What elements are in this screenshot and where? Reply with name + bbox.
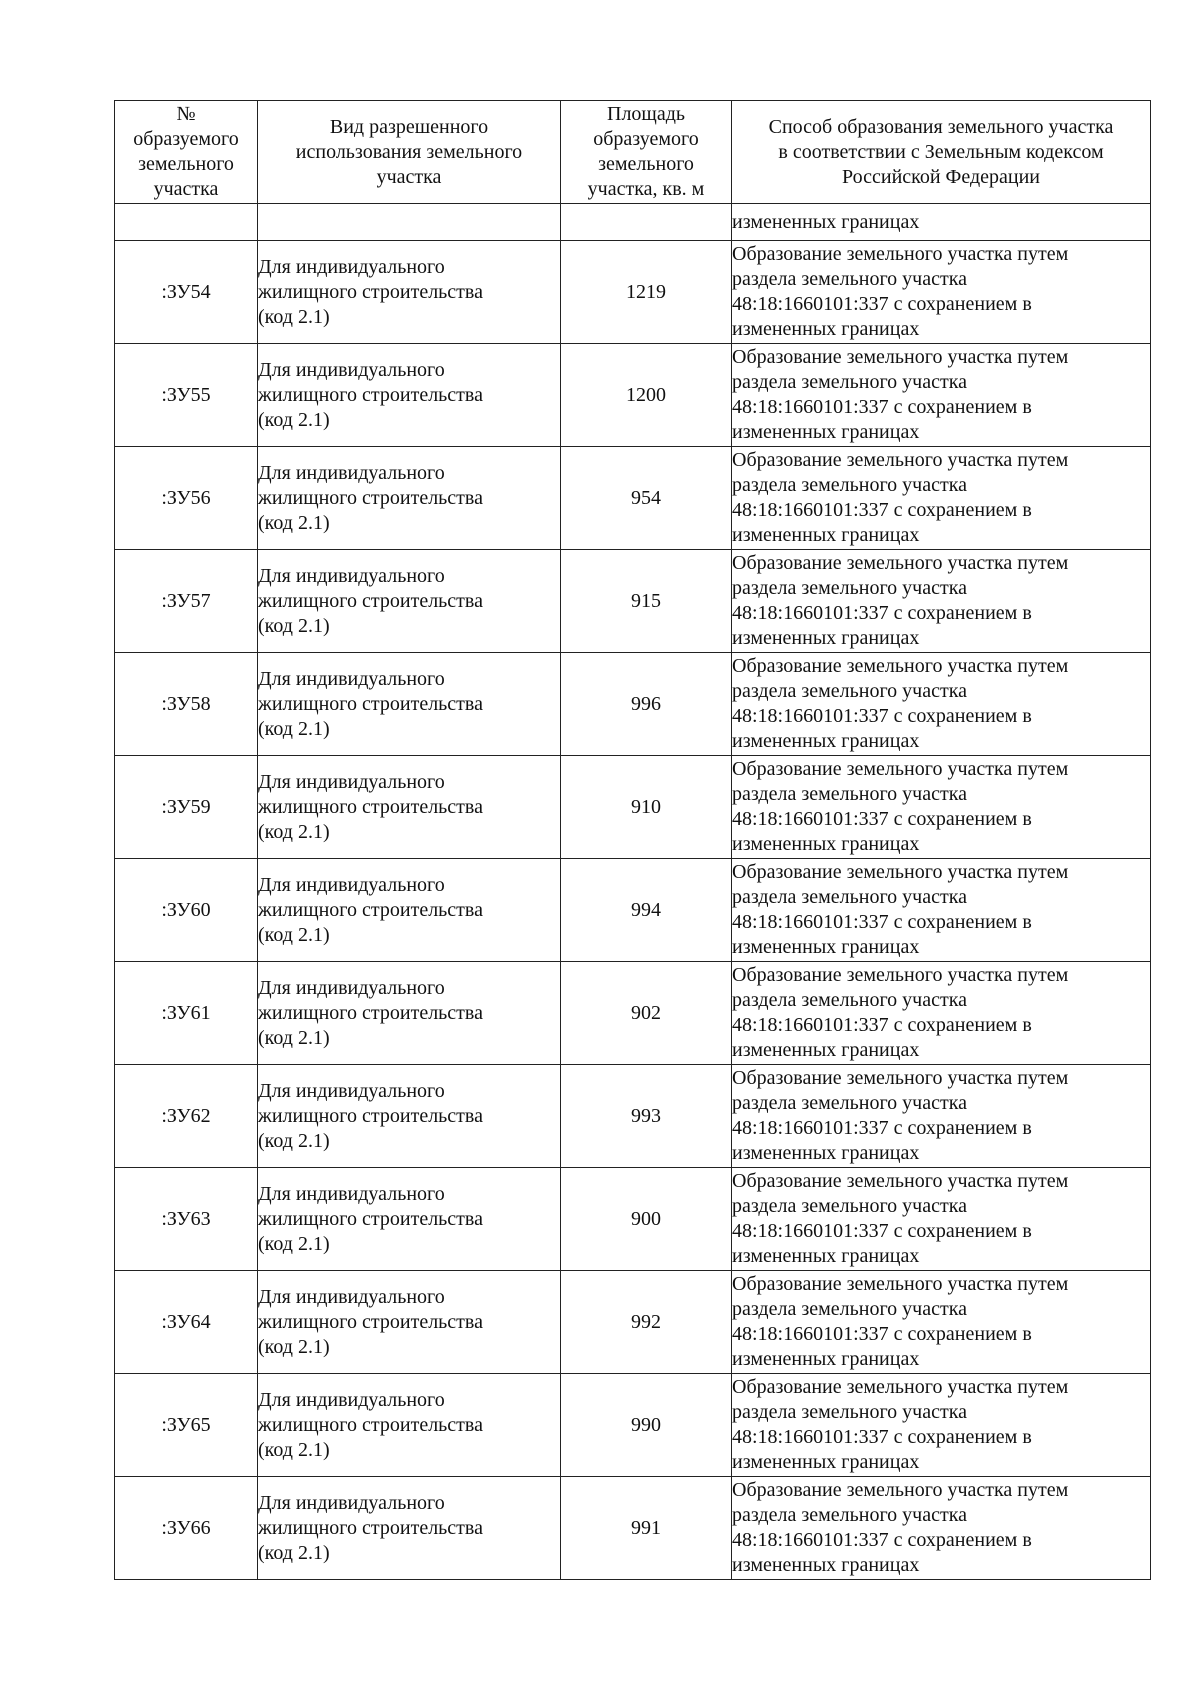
method-line: Образование земельного участка путем [732,243,1069,265]
cell-formation-method [732,859,1151,962]
method-line: раздела земельного участка [732,371,967,393]
cell-area: 993 [561,1065,732,1168]
cell-formation-method [732,962,1151,1065]
method-line: 48:18:1660101:337 с сохранением в [732,1220,1032,1242]
cell-plot-id: :ЗУ59 [115,756,258,859]
use-line: (код 2.1) [258,1232,330,1255]
header-line: использования земельного [295,140,523,163]
cell-area: 996 [561,653,732,756]
use-line: жилищного строительства [258,1001,483,1024]
header-line: Российской Федерации [841,165,1041,188]
table-row [115,1271,1151,1374]
table-row [115,653,1151,756]
method-line: 48:18:1660101:337 с сохранением в [732,1426,1032,1448]
use-line: жилищного строительства [258,1413,483,1436]
cell-permitted-use [258,1065,561,1168]
method-line: Образование земельного участка путем [732,1170,1069,1192]
table-row [115,1168,1151,1271]
method-line: 48:18:1660101:337 с сохранением в [732,1117,1032,1139]
method-line: раздела земельного участка [732,1092,967,1114]
use-line: Для индивидуального [258,1388,445,1411]
method-line: Образование земельного участка путем [732,346,1069,368]
header-line: в соответствии с Земельным кодексом [778,140,1104,163]
cell-area: 954 [561,447,732,550]
method-line: Образование земельного участка путем [732,964,1069,986]
table-row [115,859,1151,962]
cell-formation-method [732,1065,1151,1168]
method-line: Образование земельного участка путем [732,655,1069,677]
method-line: 48:18:1660101:337 с сохранением в [732,1529,1032,1551]
method-line: раздела земельного участка [732,1401,967,1423]
use-line: Для индивидуального [258,667,445,690]
cell-permitted-use [258,204,561,241]
cell-plot-id: :ЗУ55 [115,344,258,447]
table-row [115,447,1151,550]
method-line: Образование земельного участка путем [732,552,1069,574]
use-line: жилищного строительства [258,1310,483,1333]
use-line: жилищного строительства [258,280,483,303]
use-line: жилищного строительства [258,1516,483,1539]
method-line: Образование земельного участка путем [732,1067,1069,1089]
method-line: измененных границах [732,318,920,340]
cell-permitted-use [258,447,561,550]
method-line: измененных границах [732,1039,920,1061]
land-plots-table [114,100,1151,1580]
method-line: измененных границах [732,1554,920,1576]
method-line: раздела земельного участка [732,1504,967,1526]
cell-plot-id: :ЗУ54 [115,241,258,344]
method-line: измененных границах [732,936,920,958]
cell-permitted-use [258,962,561,1065]
cell-formation-method [732,550,1151,653]
header-line: № [176,103,196,125]
table-row [115,550,1151,653]
cell-formation-method [732,1477,1151,1580]
method-line: измененных границах [732,833,920,855]
use-line: жилищного строительства [258,486,483,509]
method-line: раздела земельного участка [732,783,967,805]
use-line: (код 2.1) [258,1335,330,1358]
cell-formation-method: измененных границах [732,204,1151,241]
method-line: 48:18:1660101:337 с сохранением в [732,293,1032,315]
cell-permitted-use [258,1168,561,1271]
cell-permitted-use [258,550,561,653]
cell-permitted-use [258,653,561,756]
table-row [115,1065,1151,1168]
cell-permitted-use [258,1374,561,1477]
cell-area: 1200 [561,344,732,447]
use-line: Для индивидуального [258,770,445,793]
method-line: 48:18:1660101:337 с сохранением в [732,808,1032,830]
use-line: (код 2.1) [258,511,330,534]
cell-area: 910 [561,756,732,859]
method-line: Образование земельного участка путем [732,1479,1069,1501]
cell-area: 991 [561,1477,732,1580]
method-line: измененных границах [732,524,920,546]
method-line: 48:18:1660101:337 с сохранением в [732,499,1032,521]
cell-plot-id: :ЗУ61 [115,962,258,1065]
cell-plot-id: :ЗУ65 [115,1374,258,1477]
use-line: Для индивидуального [258,1285,445,1308]
header-formation-method [732,101,1151,204]
method-line: Образование земельного участка путем [732,861,1069,883]
cell-plot-id: :ЗУ57 [115,550,258,653]
use-line: Для индивидуального [258,461,445,484]
header-line: Способ образования земельного участка [768,115,1114,138]
method-line: измененных границах [732,421,920,443]
cell-plot-id [115,204,258,241]
cell-formation-method [732,1168,1151,1271]
header-line: образуемого [593,128,699,150]
table-row [115,756,1151,859]
cell-permitted-use [258,1477,561,1580]
cell-area: 992 [561,1271,732,1374]
use-line: жилищного строительства [258,589,483,612]
table-row [115,1477,1151,1580]
cell-formation-method [732,241,1151,344]
table-row [115,1374,1151,1477]
use-line: (код 2.1) [258,1541,330,1564]
cell-formation-method [732,344,1151,447]
cell-formation-method [732,1271,1151,1374]
use-line: (код 2.1) [258,614,330,637]
table-row [115,962,1151,1065]
header-line: участка [153,178,219,200]
header-line: Площадь [607,103,685,125]
header-line: Вид разрешенного [329,115,489,138]
header-row [115,101,1151,204]
header-line: участка [376,165,442,188]
method-line: 48:18:1660101:337 с сохранением в [732,1014,1032,1036]
cell-permitted-use [258,344,561,447]
method-line: раздела земельного участка [732,886,967,908]
table-header [115,101,1151,204]
cell-area: 994 [561,859,732,962]
header-permitted-use [258,101,561,204]
use-line: жилищного строительства [258,898,483,921]
method-line: раздела земельного участка [732,989,967,1011]
header-line: земельного [138,153,234,175]
table-row [115,241,1151,344]
use-line: Для индивидуального [258,873,445,896]
method-line: 48:18:1660101:337 с сохранением в [732,396,1032,418]
use-line: Для индивидуального [258,255,445,278]
method-line: измененных границах [732,1348,920,1370]
header-line: земельного [598,153,694,175]
use-line: жилищного строительства [258,1104,483,1127]
method-line: раздела земельного участка [732,1195,967,1217]
method-line: измененных границах [732,730,920,752]
method-line: измененных границах [732,627,920,649]
method-line: Образование земельного участка путем [732,758,1069,780]
use-line: (код 2.1) [258,1026,330,1049]
cell-plot-id: :ЗУ62 [115,1065,258,1168]
use-line: Для индивидуального [258,1491,445,1514]
use-line: Для индивидуального [258,976,445,999]
cell-formation-method [732,756,1151,859]
cell-formation-method [732,653,1151,756]
use-line: (код 2.1) [258,717,330,740]
use-line: Для индивидуального [258,1182,445,1205]
cell-plot-id: :ЗУ60 [115,859,258,962]
cell-permitted-use [258,756,561,859]
use-line: Для индивидуального [258,358,445,381]
use-line: (код 2.1) [258,1438,330,1461]
cell-plot-id: :ЗУ64 [115,1271,258,1374]
cell-area: 1219 [561,241,732,344]
table-body [115,204,1151,1580]
header-line: участка, кв. м [587,178,705,200]
method-line: 48:18:1660101:337 с сохранением в [732,602,1032,624]
cell-area [561,204,732,241]
use-line: (код 2.1) [258,1129,330,1152]
use-line: (код 2.1) [258,305,330,328]
use-line: (код 2.1) [258,820,330,843]
cell-area: 902 [561,962,732,1065]
method-line: Образование земельного участка путем [732,1273,1069,1295]
cell-permitted-use [258,859,561,962]
header-plot-number [115,101,258,204]
use-line: (код 2.1) [258,408,330,431]
cell-permitted-use [258,1271,561,1374]
method-line: 48:18:1660101:337 с сохранением в [732,911,1032,933]
method-line: измененных границах [732,1245,920,1267]
method-line: 48:18:1660101:337 с сохранением в [732,705,1032,727]
method-line: Образование земельного участка путем [732,1376,1069,1398]
use-line: Для индивидуального [258,564,445,587]
use-line: (код 2.1) [258,923,330,946]
method-line: раздела земельного участка [732,1298,967,1320]
method-line: раздела земельного участка [732,268,967,290]
cell-formation-method [732,1374,1151,1477]
cell-area: 915 [561,550,732,653]
cell-plot-id: :ЗУ66 [115,1477,258,1580]
method-line: измененных границах [732,1142,920,1164]
cell-area: 900 [561,1168,732,1271]
table-row [115,344,1151,447]
method-line: раздела земельного участка [732,474,967,496]
continuation-row [115,204,1151,241]
cell-plot-id: :ЗУ63 [115,1168,258,1271]
cell-permitted-use [258,241,561,344]
header-area [561,101,732,204]
cell-plot-id: :ЗУ56 [115,447,258,550]
method-line: измененных границах [732,1451,920,1473]
use-line: жилищного строительства [258,383,483,406]
cell-formation-method [732,447,1151,550]
use-line: жилищного строительства [258,795,483,818]
use-line: жилищного строительства [258,1207,483,1230]
method-line: Образование земельного участка путем [732,449,1069,471]
method-line: раздела земельного участка [732,577,967,599]
method-line: 48:18:1660101:337 с сохранением в [732,1323,1032,1345]
use-line: жилищного строительства [258,692,483,715]
use-line: Для индивидуального [258,1079,445,1102]
method-line: раздела земельного участка [732,680,967,702]
cell-plot-id: :ЗУ58 [115,653,258,756]
cell-area: 990 [561,1374,732,1477]
header-line: образуемого [133,128,239,150]
